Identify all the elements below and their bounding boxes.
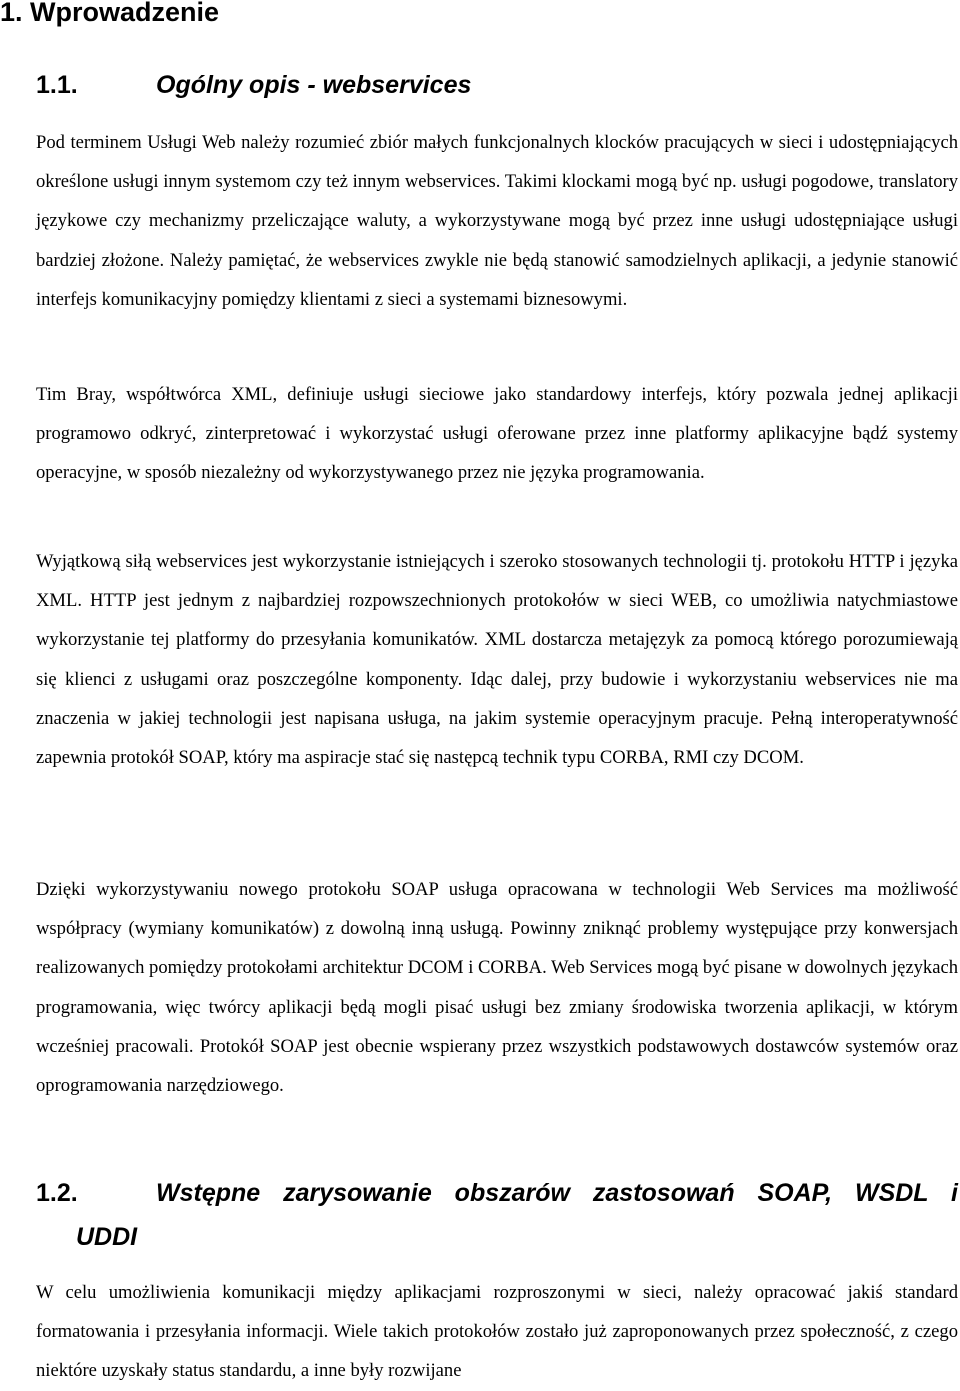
- section-title-line2: UDDI: [76, 1223, 138, 1251]
- chapter-heading: 1. Wprowadzenie: [0, 0, 220, 27]
- paragraph-communication: W celu umożliwienia komunikacji między aplikacjami rozproszonymi w sieci, należy opracować jakiś standard formatowania i przesyłania informacji. Wiele takich protokołów zostało już zaproponowanych przez społeczność, z czego niektóre uzyskały status standardu, a inne były rozwijane: [36, 1282, 958, 1382]
- section-number: 1.2.: [36, 1179, 78, 1207]
- paragraph-soap: Dzięki wykorzystywaniu nowego protokołu SOAP usługa opracowana w technologii Web Services ma możliwość współpracy (wymiany komunikatów) z dowolną inną usługą. Powinny zniknąć problemy występujące przy konwersjach realizowanych pomiędzy protokołami architektur DCOM i CORBA. Web Services mogą być pisane w dowolnych językach programowania, więc twórcy aplikacji będą mogli pisać usługi bez zmiany środowiska tworzenia aplikacji, w którym wcześniej pracowali. Protokół SOAP jest obecnie wspierany przez wszystkich podstawowych dostawców systemów oraz oprogramowania narzędziowego.: [36, 879, 958, 1097]
- section-title: Ogólny opis - webservices: [156, 71, 472, 99]
- paragraph-intro: Pod terminem Usługi Web należy rozumieć zbiór małych funkcjonalnych klocków pracujących w sieci i udostępniających określone usługi innym systemom czy też innym webservices. Takimi klockami mogą być np. usługi pogodowe, translatory językowe czy mechanizmy przeliczające waluty, a wykorzystywane mogą być przez inne usługi udostępniające usługi bardziej złożone. Należy pamiętać, że webservices zwykle nie będą stanowić samodzielnych aplikacji, a jedynie stanowić interfejs komunikacyjny pomiędzy klientami z sieci a systemami biznesowymi.: [36, 132, 958, 310]
- section-number: 1.1.: [36, 71, 78, 99]
- paragraph-tim-bray: Tim Bray, współtwórca XML, definiuje usługi sieciowe jako standardowy interfejs, który pozwala jednej aplikacji programowo odkryć, zinterpretować i wykorzystać usługi oferowane przez inne platformy aplikacyjne bądź systemy operacyjne, w sposób niezależny od wykorzystywanego przez nie języka programowania.: [36, 384, 958, 484]
- section-heading-1-1: [36, 63, 958, 107]
- section-title-line1: [36, 1171, 958, 1215]
- section-title-part1: Wstępne zarysowanie obszarów zastosowań SOAP, WSDL i: [156, 1179, 958, 1207]
- section-heading-1-2: [36, 1171, 958, 1259]
- paragraph-strength: Wyjątkową siłą webservices jest wykorzystanie istniejących i szeroko stosowanych technologii tj. protokołu HTTP i języka XML. HTTP jest jednym z najbardziej rozpowszechnionych protokołów w sieci WEB, co umożliwia natychmiastowe wykorzystanie tej platformy do przesyłania komunikatów. XML dostarcza metajęzyk za pomocą którego porozumiewają się klienci z usługami oraz poszczególne komponenty. Idąc dalej, przy budowie i wykorzystaniu webservices nie ma znaczenia w jakiej technologii jest napisana usługa, na jakim systemie operacyjnym pracuje. Pełną interoperatywność zapewnia protokół SOAP, który ma aspiracje stać się następcą technik typu CORBA, RMI czy DCOM.: [36, 551, 958, 769]
